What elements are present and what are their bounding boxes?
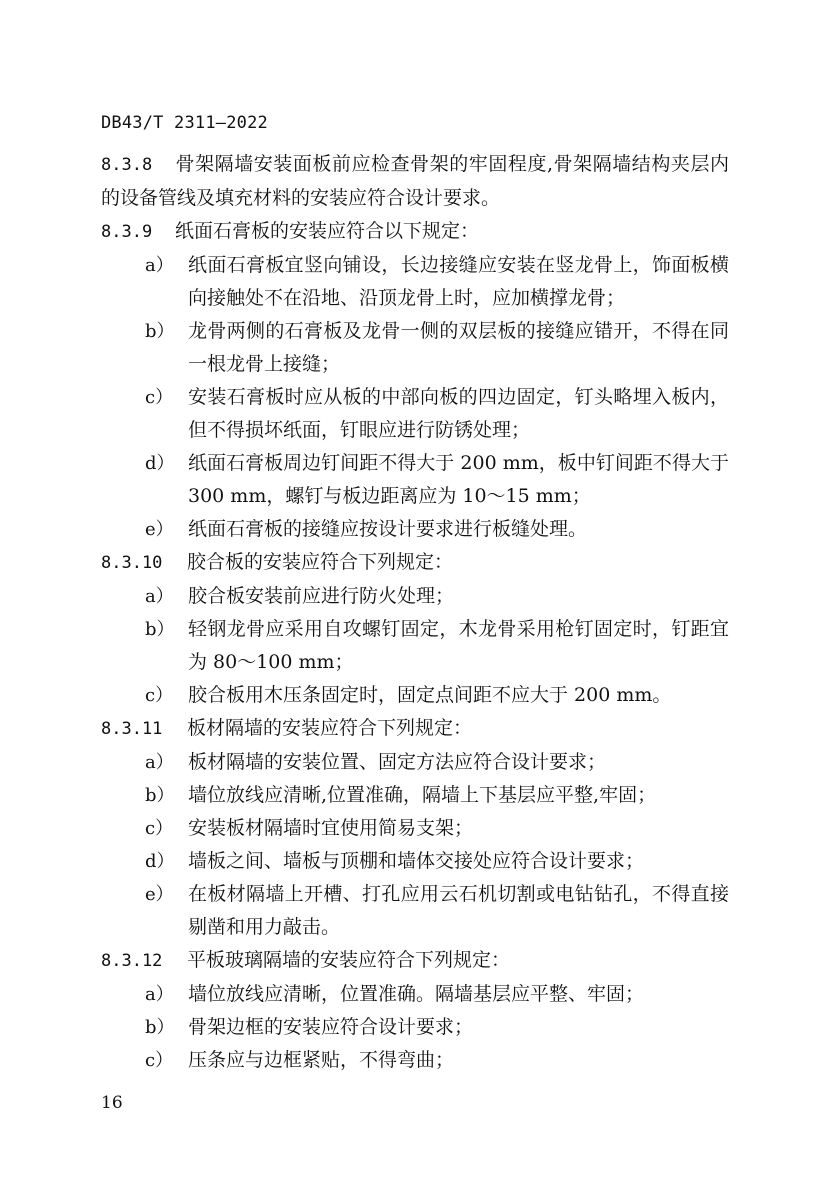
list-item: [101, 679, 729, 712]
list-marker: d）: [145, 851, 175, 872]
list-item-text: 安装石膏板时应从板的中部向板的四边固定，钉头略埋入板内，但不得损坏纸面，钉眼应进行防锈处理；: [188, 386, 729, 441]
list-marker: c）: [145, 818, 174, 839]
list-item-text: 在板材隔墙上开槽、打孔应用云石机切割或电钻钻孔，不得直接剔凿和用力敲击。: [188, 883, 729, 938]
list-item-text: 压条应与边框紧贴，不得弯曲；: [188, 1049, 455, 1071]
list-item-text: 纸面石膏板的接缝应按设计要求进行板缝处理。: [188, 518, 588, 540]
list-marker: b）: [145, 785, 175, 806]
list-item-text: 纸面石膏板宜竖向铺设，长边接缝应安装在竖龙骨上，饰面板横向接触处不在沿地、沿顶龙骨上时，应加横撑龙骨；: [188, 254, 729, 309]
list-item: [101, 779, 729, 812]
list-item-text: 轻钢龙骨应采用自攻螺钉固定，木龙骨采用枪钉固定时，钉距宜为 80～100 mm；: [188, 618, 729, 673]
clause-number: 8.3.10: [101, 553, 163, 573]
clause-number: 8.3.9: [101, 222, 153, 242]
list-item-text: 骨架边框的安装应符合设计要求；: [188, 1016, 474, 1038]
list-item: [101, 513, 729, 546]
list-marker: b）: [145, 619, 175, 640]
list-item: [101, 978, 729, 1011]
clause-number: 8.3.11: [101, 719, 163, 739]
document-body: [101, 148, 729, 1077]
clause-8-3-9: [101, 215, 729, 249]
list-item: [101, 580, 729, 613]
list-marker: a）: [145, 255, 174, 276]
list-item-text: 墙位放线应清晰,位置准确，隔墙上下基层应平整,牢固；: [188, 784, 657, 806]
list-item: [101, 878, 729, 944]
list-marker: e）: [145, 519, 174, 540]
list-item: [101, 249, 729, 315]
list-marker: d）: [145, 453, 175, 474]
list-item: [101, 1011, 729, 1044]
list-item: [101, 746, 729, 779]
list-item-text: 墙板之间、墙板与顶棚和墙体交接处应符合设计要求；: [188, 850, 645, 872]
list-item-text: 龙骨两侧的石膏板及龙骨一侧的双层板的接缝应错开，不得在同一根龙骨上接缝；: [188, 320, 729, 375]
list-item: [101, 1044, 729, 1077]
list-item: [101, 845, 729, 878]
clause-text: 板材隔墙的安装应符合下列规定：: [187, 717, 473, 739]
list-marker: e）: [145, 884, 174, 905]
clause-text: 骨架隔墙安装面板前应检查骨架的牢固程度,骨架隔墙结构夹层内的设备管线及填充材料的安装应符合设计要求。: [101, 153, 729, 209]
list-item-text: 安装板材隔墙时宜使用简易支架；: [188, 817, 474, 839]
clause-8-3-12: [101, 944, 729, 978]
document-code-header: DB43/T 2311—2022: [101, 113, 268, 133]
list-marker: b）: [145, 1017, 175, 1038]
list-marker: b）: [145, 321, 175, 342]
clause-text: 平板玻璃隔墙的安装应符合下列规定：: [187, 949, 511, 971]
list-item-text: 板材隔墙的安装位置、固定方法应符合设计要求；: [188, 751, 607, 773]
list-item: [101, 812, 729, 845]
list-item-text: 胶合板用木压条固定时，固定点间距不应大于 200 mm。: [188, 684, 672, 706]
list-marker: a）: [145, 586, 174, 607]
list-item-text: 胶合板安装前应进行防火处理；: [188, 585, 455, 607]
list-marker: c）: [145, 387, 174, 408]
clause-8-3-11: [101, 712, 729, 746]
list-item: [101, 613, 729, 679]
list-marker: a）: [145, 984, 174, 1005]
list-marker: c）: [145, 685, 174, 706]
clause-text: 纸面石膏板的安装应符合以下规定：: [175, 220, 480, 242]
list-item: [101, 447, 729, 513]
list-marker: a）: [145, 752, 174, 773]
list-item: [101, 315, 729, 381]
list-item: [101, 381, 729, 447]
clause-8-3-8: [101, 148, 729, 215]
clause-text: 胶合板的安装应符合下列规定：: [187, 551, 454, 573]
list-item-text: 纸面石膏板周边钉间距不得大于 200 mm，板中钉间距不得大于 300 mm，螺钉与板边距离应为 10～15 mm；: [188, 452, 729, 507]
clause-8-3-10: [101, 546, 729, 580]
clause-number: 8.3.12: [101, 951, 163, 971]
list-marker: c）: [145, 1050, 174, 1071]
page-number: 16: [101, 1093, 123, 1113]
list-item-text: 墙位放线应清晰，位置准确。隔墙基层应平整、牢固；: [188, 983, 645, 1005]
clause-number: 8.3.8: [101, 155, 153, 175]
